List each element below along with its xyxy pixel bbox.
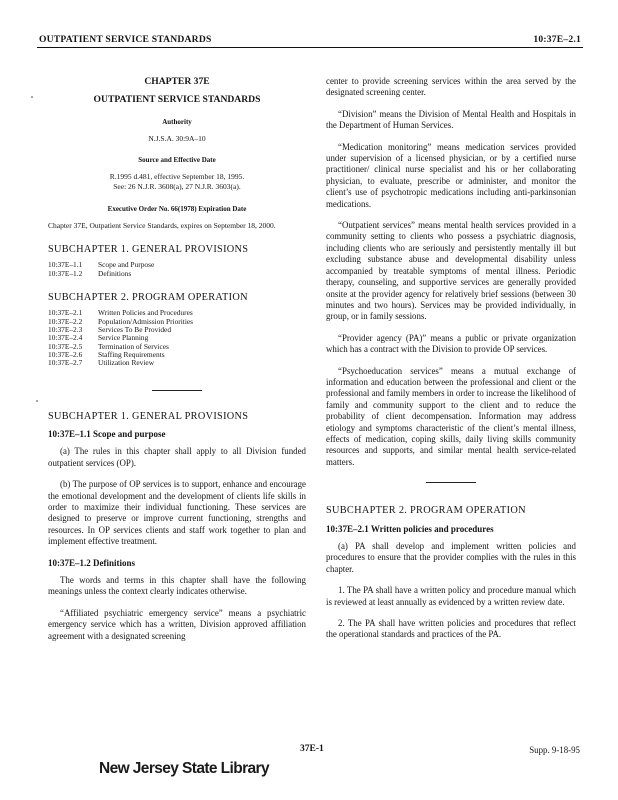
toc-subchapter-1-list — [48, 261, 306, 278]
toc-item-number: 10:37E–2.6 — [48, 349, 83, 359]
paragraph: “Outpatient services” means mental health services provided in a community setting to clients who possess a psychiatric diagnosis, including clients who are seriously and persistently mentally ill but excluding substance abuse and developmental disability unless accompanied by treatable symptoms of mental illness. Periodic therapy, counseling, and supportive services are generally provided onsite at the provider agency for relatively brief sessions (between 30 minutes and two hours). Services may be provided individually, in group, or in family sessions. — [326, 220, 576, 322]
toc-item — [48, 359, 306, 367]
toc-item-title: Services To Be Provided — [98, 325, 172, 335]
toc-subchapter-2-list — [48, 309, 306, 367]
toc-item-title: Staffing Requirements — [98, 349, 165, 359]
toc-item-title: Definitions — [98, 268, 132, 278]
section-heading: 10:37E–1.2 Definitions — [48, 557, 136, 568]
right-column — [326, 76, 576, 641]
chapter-title: OUTPATIENT SERVICE STANDARDS — [93, 94, 261, 106]
toc-item-title: Written Policies and Procedures — [98, 308, 193, 318]
toc-item — [48, 318, 306, 326]
paragraph: (b) The purpose of OP services is to support, enhance and encourage the emotional development and the development of clients life skills in order to maximize their individual functioning. These services are designed to preserve or improve current functioning, strengths and resources. In OP services clients and staff work together to plan and implement effective treatment. — [48, 479, 306, 547]
paragraph: “Division” means the Division of Mental Health and Hospitals in the Department of Human Services. — [326, 108, 576, 131]
section-heading: 10:37E–2.1 Written policies and procedures — [326, 523, 494, 534]
section-divider — [426, 482, 476, 483]
library-stamp: New Jersey State Library — [99, 760, 269, 777]
section-heading: 10:37E–1.1 Scope and purpose — [48, 428, 166, 439]
toc-item-number: 10:37E–1.2 — [48, 268, 83, 278]
source-line: See: 26 N.J.R. 3608(a), 27 N.J.R. 3603(a). — [113, 181, 241, 191]
header-rule — [37, 47, 583, 48]
paragraph: (a) The rules in this chapter shall apply to all Division funded outpatient services (OP). — [48, 446, 306, 468]
expiration-label: Executive Order No. 66(1978) Expiration Date — [107, 205, 247, 214]
page-number: 37E-1 — [300, 744, 324, 754]
toc-item-number: 10:37E–2.3 — [48, 325, 83, 335]
supplement-date: Supp. 9-18-95 — [529, 745, 580, 755]
source-line: R.1995 d.481, effective September 18, 1995. — [109, 172, 245, 182]
subchapter-1-heading: SUBCHAPTER 1. GENERAL PROVISIONS — [48, 410, 249, 422]
toc-item-title: Scope and Purpose — [98, 260, 155, 270]
left-column — [48, 76, 306, 642]
toc-item-title: Service Planning — [98, 333, 149, 343]
toc-item — [48, 326, 306, 334]
expiration-note: Chapter 37E, Outpatient Service Standards, expires on September 18, 2000. — [48, 220, 276, 230]
running-header-title: OUTPATIENT SERVICE STANDARDS — [39, 34, 212, 45]
toc-item-title: Population/Admission Priorities — [98, 316, 194, 326]
scan-speck — [36, 400, 38, 402]
toc-item-title: Termination of Services — [98, 341, 169, 351]
authority-label: Authority — [162, 117, 192, 126]
paragraph: center to provide screening services within the area served by the designated screening center. — [326, 76, 576, 98]
toc-item-number: 10:37E–1.1 — [48, 260, 83, 270]
toc-item-title: Utilization Review — [98, 358, 155, 368]
toc-item — [48, 351, 306, 359]
paragraph: (a) PA shall develop and implement written policies and procedures to ensure that the provider complies with the rules in this chapter. — [326, 541, 576, 574]
running-header-section: 10:37E–2.1 — [533, 34, 581, 45]
subchapter-2-heading: SUBCHAPTER 2. PROGRAM OPERATION — [326, 505, 526, 517]
toc-subchapter-1-heading: SUBCHAPTER 1. GENERAL PROVISIONS — [48, 244, 249, 256]
scan-speck — [31, 96, 33, 98]
toc-item-number: 10:37E–2.7 — [48, 358, 83, 368]
toc-item-number: 10:37E–2.4 — [48, 333, 83, 343]
toc-item — [48, 334, 306, 342]
authority-citation: N.J.S.A. 30:9A–10 — [148, 134, 206, 144]
paragraph: “Affiliated psychiatric emergency service” means a psychiatric emergency service which has a written, Division approved affiliation agreement with a designated screening — [48, 607, 306, 641]
paragraph: 2. The PA shall have written policies and procedures that reflect the operational standards and practices of the PA. — [326, 618, 576, 640]
section-divider — [152, 390, 202, 391]
paragraph: “Medication monitoring” means medication services provided under supervision of a licensed physician, or by a certified nurse practitioner/ clinical nurse specialist and his or her collaborating physician, to evaluate, prescribe or administer, and monitor the client’s use of psychotropic medications including anti-parkinsonian medications. — [326, 141, 576, 209]
chapter-number: CHAPTER 37E — [144, 76, 210, 87]
toc-subchapter-2-heading: SUBCHAPTER 2. PROGRAM OPERATION — [48, 292, 248, 304]
toc-item-number: 10:37E–2.1 — [48, 308, 83, 318]
toc-item-number: 10:37E–2.5 — [48, 341, 83, 351]
source-label: Source and Effective Date — [138, 155, 216, 164]
paragraph: “Provider agency (PA)” means a public or private organization which has a contract with the Division to provide OP services. — [326, 332, 576, 355]
paragraph: 1. The PA shall have a written policy and procedure manual which is reviewed at least annually as evidenced by a written review date. — [326, 585, 576, 607]
paragraph: The words and terms in this chapter shall have the following meanings unless the context clearly indicates otherwise. — [48, 574, 306, 597]
toc-item — [48, 343, 306, 351]
paragraph: “Psychoeducation services” means a mutual exchange of information and education between the professional and client or the professional and family members in order to increase the likelihood of family and community support to the client and to reduce the probability of client decompensation. Information may address etiology and symptoms characteristic of the client’s mental illness, effects of medication, coping skills, daily living skills community resources and supports, and similar mental health service-related matters. — [326, 365, 576, 467]
toc-item-number: 10:37E–2.2 — [48, 316, 83, 326]
toc-item — [48, 270, 306, 278]
toc-item — [48, 261, 306, 269]
